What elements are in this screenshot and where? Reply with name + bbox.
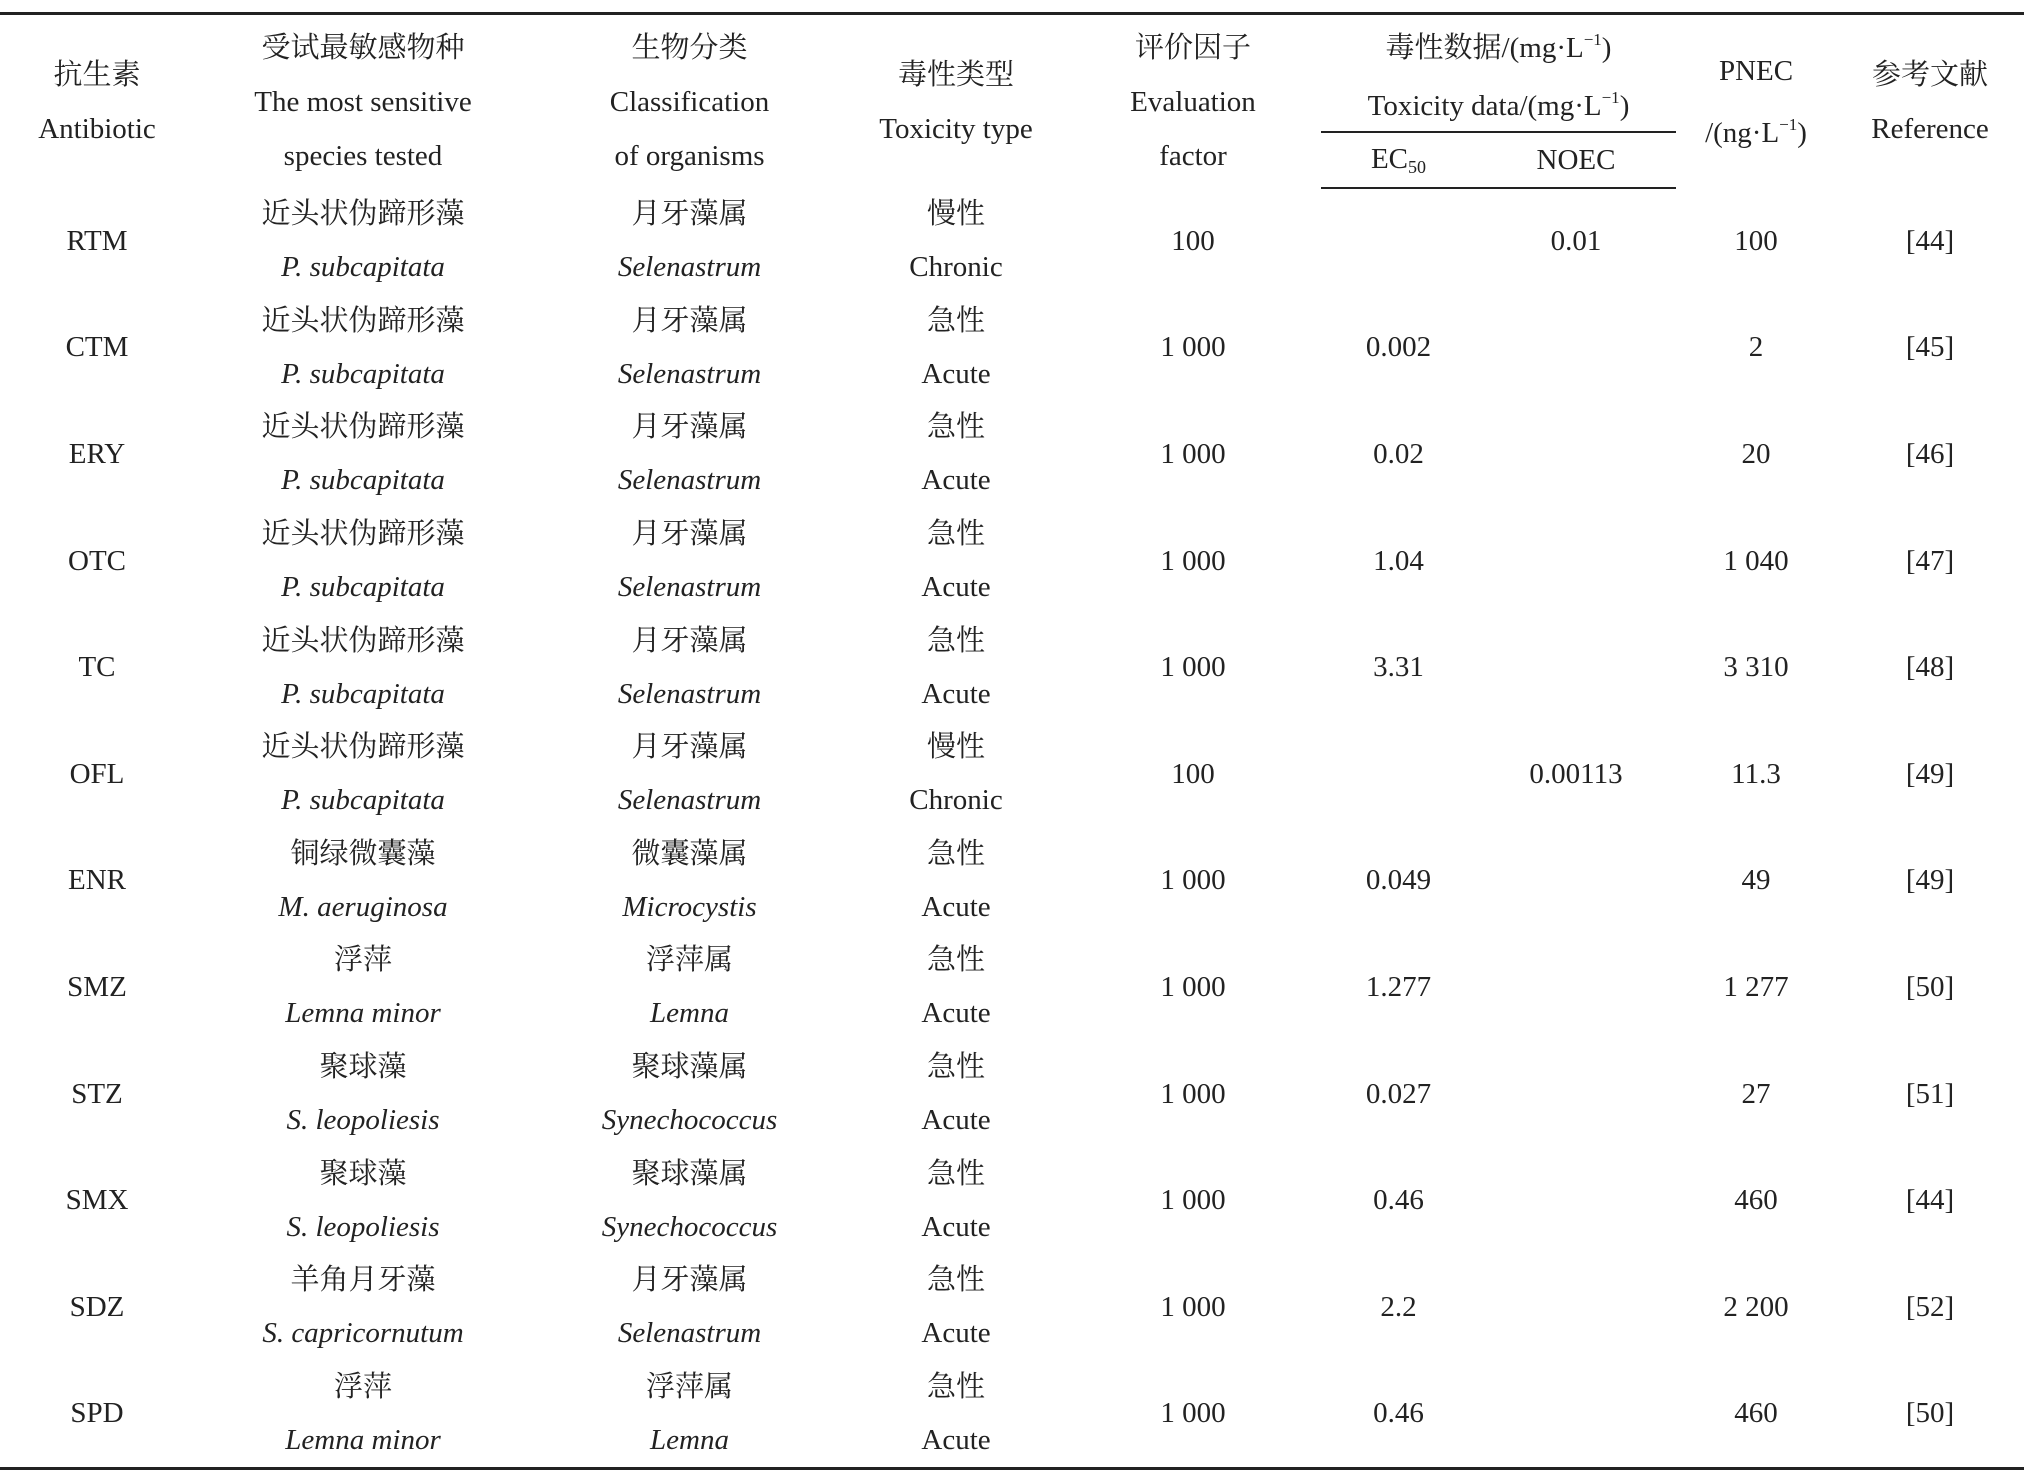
- type-en: Acute: [921, 677, 991, 710]
- cell-evaluation-factor: 1 000: [1160, 651, 1226, 684]
- class-zh: 聚球藻属: [631, 1051, 748, 1084]
- class-en: Selenastrum: [617, 784, 762, 817]
- cell-reference: [50]: [1905, 970, 1955, 1003]
- cell-ec50: 0.46: [1373, 1184, 1424, 1217]
- cell-classification: [532, 1041, 847, 1148]
- cell-reference: [51]: [1905, 1077, 1955, 1110]
- header-antibiotic: 抗生素 Antibiotic: [0, 14, 194, 189]
- cell-ec50: 0.46: [1321, 1361, 1476, 1469]
- cell-pnec: 460: [1676, 1361, 1836, 1469]
- table-row: [0, 828, 2024, 935]
- cell-antibiotic: STZ: [71, 1077, 123, 1110]
- class-zh: 月牙藻属: [631, 304, 748, 337]
- cell-classification: [532, 401, 847, 508]
- table-row: [0, 614, 2024, 721]
- cell-reference: [44]: [1905, 1184, 1955, 1217]
- type-en: Acute: [921, 890, 991, 923]
- cell-toxicity-type: [847, 1254, 1065, 1361]
- cell-ec50: [1321, 188, 1476, 295]
- header-ec50: $EC_{50}$: [1321, 132, 1476, 188]
- table-row: [0, 508, 2024, 615]
- cell-classification: [532, 188, 847, 295]
- species-zh: 近头状伪蹄形藻: [261, 198, 465, 231]
- species-zh: 聚球藻: [319, 1157, 407, 1190]
- cell-classification: [532, 614, 847, 721]
- cell-classification: [532, 1147, 847, 1254]
- species-zh: 铜绿微囊藻: [290, 837, 436, 870]
- cell-antibiotic: SDZ: [69, 1290, 125, 1323]
- cell-ec50: 0.02: [1373, 437, 1424, 470]
- cell-pnec: 2: [1748, 331, 1764, 364]
- species-en: M. aeruginosa: [278, 890, 448, 923]
- type-zh: 慢性: [926, 731, 985, 764]
- cell-species: [194, 1254, 532, 1361]
- cell-noec: [1476, 295, 1676, 402]
- cell-reference: [49]: [1905, 864, 1955, 897]
- cell-antibiotic: RTM: [66, 224, 128, 257]
- cell-species: [194, 828, 532, 935]
- class-zh: 聚球藻属: [631, 1157, 748, 1190]
- header-reference: 参考文献 Reference: [1836, 14, 2024, 189]
- cell-evaluation-factor: 100: [1171, 757, 1215, 790]
- class-zh: 浮萍属: [645, 1370, 733, 1403]
- table-row: [0, 1361, 2024, 1469]
- cell-toxicity-type: [847, 188, 1065, 295]
- cell-classification: [532, 295, 847, 402]
- type-zh: 慢性: [926, 198, 985, 231]
- cell-evaluation-factor: 1 000: [1160, 331, 1226, 364]
- cell-ec50: 1.04: [1373, 544, 1424, 577]
- class-en: Selenastrum: [617, 464, 762, 497]
- cell-species: [194, 401, 532, 508]
- cell-species: [194, 1147, 532, 1254]
- cell-pnec: 20: [1741, 437, 1771, 470]
- cell-evaluation-factor: 1 000: [1065, 1361, 1321, 1469]
- class-zh: 月牙藻属: [631, 1264, 748, 1297]
- cell-reference: [45]: [1905, 331, 1955, 364]
- header-classification: 生物分类 Classification of organisms: [532, 14, 847, 189]
- type-en: Acute: [921, 1210, 991, 1243]
- cell-noec: [1476, 934, 1676, 1041]
- cell-ec50: 0.002: [1365, 331, 1432, 364]
- table-row: [0, 188, 2024, 295]
- species-en: P. subcapitata: [281, 251, 445, 284]
- cell-toxicity-type: [847, 614, 1065, 721]
- cell-classification: [532, 508, 847, 615]
- table-body: [0, 188, 2024, 1468]
- cell-species: [194, 934, 532, 1041]
- type-en: Acute: [921, 1104, 991, 1137]
- species-en: P. subcapitata: [281, 784, 445, 817]
- cell-ec50: [1321, 721, 1476, 828]
- cell-reference: [49]: [1905, 757, 1955, 790]
- cell-evaluation-factor: 1 000: [1160, 970, 1226, 1003]
- cell-antibiotic: SPD: [0, 1361, 194, 1469]
- species-en: S. leopoliesis: [286, 1210, 440, 1243]
- cell-toxicity-type: [847, 1361, 1065, 1469]
- cell-toxicity-type: [847, 721, 1065, 828]
- cell-pnec: 1 277: [1723, 970, 1789, 1003]
- cell-antibiotic: ERY: [68, 437, 126, 470]
- cell-noec: [1476, 1041, 1676, 1148]
- cell-pnec: 2 200: [1723, 1290, 1789, 1323]
- class-en: Synechococcus: [601, 1104, 778, 1137]
- header-toxicity-data: 毒性数据$/(mg\cdot L^{-1})$ Toxicity data/$(mg\cdot L^{-1})$: [1321, 14, 1676, 133]
- cell-reference: [46]: [1905, 437, 1955, 470]
- table-row: [0, 1254, 2024, 1361]
- species-zh: 近头状伪蹄形藻: [261, 411, 465, 444]
- class-en: Selenastrum: [617, 1317, 762, 1350]
- cell-species: [194, 721, 532, 828]
- cell-ec50: 3.31: [1373, 651, 1424, 684]
- cell-ec50: 0.049: [1365, 864, 1432, 897]
- table-row: [0, 295, 2024, 402]
- cell-toxicity-type: [847, 295, 1065, 402]
- header-species: 受试最敏感物种 The most sensitive species tested: [194, 14, 532, 189]
- class-en: Selenastrum: [617, 251, 762, 284]
- header-noec: NOEC: [1476, 132, 1676, 188]
- type-zh: 急性: [926, 837, 985, 870]
- species-en: P. subcapitata: [281, 677, 445, 710]
- toxicity-table: [0, 12, 2024, 1470]
- type-zh: 急性: [926, 944, 985, 977]
- cell-reference: [50]: [1836, 1361, 2024, 1469]
- cell-toxicity-type: [847, 508, 1065, 615]
- cell-species: [194, 1041, 532, 1148]
- cell-antibiotic: OFL: [69, 757, 125, 790]
- class-zh: 浮萍属: [645, 944, 733, 977]
- species-en: P. subcapitata: [281, 357, 445, 390]
- table-header: [0, 14, 2024, 189]
- type-en: Chronic: [909, 784, 1003, 817]
- class-zh: 月牙藻属: [631, 518, 748, 551]
- cell-noec: 0.01: [1550, 225, 1602, 258]
- cell-reference: [47]: [1905, 544, 1955, 577]
- type-en: Acute: [921, 571, 991, 604]
- class-en: Microcystis: [622, 890, 757, 923]
- type-zh: 急性: [926, 1264, 985, 1297]
- cell-classification: [532, 828, 847, 935]
- cell-evaluation-factor: 1 000: [1160, 1077, 1226, 1110]
- class-zh: 微囊藻属: [631, 837, 748, 870]
- species-en: S. capricornutum: [262, 1317, 464, 1350]
- header-toxicity-type: 毒性类型 Toxicity type: [847, 14, 1065, 189]
- cell-pnec: 460: [1734, 1184, 1778, 1217]
- cell-pnec: 100: [1734, 224, 1778, 257]
- cell-toxicity-type: [847, 828, 1065, 935]
- cell-classification: [532, 1361, 847, 1469]
- class-en: Selenastrum: [617, 571, 762, 604]
- cell-reference: [44]: [1905, 224, 1955, 257]
- cell-antibiotic: SMZ: [67, 970, 127, 1003]
- type-zh: 急性: [926, 1370, 985, 1403]
- header-evaluation-factor: 评价因子 Evaluation factor: [1065, 14, 1321, 189]
- type-en: Acute: [921, 1317, 991, 1350]
- cell-toxicity-type: [847, 401, 1065, 508]
- cell-ec50: 0.027: [1365, 1077, 1432, 1110]
- cell-toxicity-type: [847, 934, 1065, 1041]
- type-en: Acute: [921, 464, 991, 497]
- cell-evaluation-factor: 1 000: [1160, 544, 1226, 577]
- species-en: S. leopoliesis: [286, 1104, 440, 1137]
- cell-evaluation-factor: 1 000: [1160, 1184, 1226, 1217]
- toxicity-table-container: [0, 12, 2024, 1470]
- type-en: Acute: [921, 357, 991, 390]
- cell-ec50: 2.2: [1380, 1290, 1417, 1323]
- class-zh: 月牙藻属: [631, 411, 748, 444]
- species-zh: 近头状伪蹄形藻: [261, 624, 465, 657]
- species-en: Lemna minor: [285, 1423, 441, 1456]
- cell-species: [194, 614, 532, 721]
- species-zh: 近头状伪蹄形藻: [261, 304, 465, 337]
- table-row: [0, 721, 2024, 828]
- species-en: P. subcapitata: [281, 571, 445, 604]
- table-row: [0, 1041, 2024, 1148]
- cell-evaluation-factor: 1 000: [1160, 437, 1226, 470]
- species-zh: 羊角月牙藻: [290, 1264, 436, 1297]
- species-zh: 近头状伪蹄形藻: [261, 731, 465, 764]
- cell-noec: [1476, 828, 1676, 935]
- cell-noec: [1476, 1361, 1676, 1469]
- species-zh: 浮萍: [333, 1370, 392, 1403]
- cell-pnec: 27: [1741, 1077, 1771, 1110]
- table-row: [0, 934, 2024, 1041]
- header-pnec: PNEC $/(ng\cdot L^{-1})$: [1676, 14, 1836, 189]
- type-zh: 急性: [926, 304, 985, 337]
- cell-ec50: 1.277: [1365, 970, 1432, 1003]
- type-en: Acute: [921, 997, 991, 1030]
- class-zh: 月牙藻属: [631, 731, 748, 764]
- type-zh: 急性: [926, 1157, 985, 1190]
- cell-evaluation-factor: 1 000: [1160, 1290, 1226, 1323]
- cell-pnec: 11.3: [1731, 757, 1781, 790]
- cell-antibiotic: TC: [78, 651, 116, 684]
- type-zh: 急性: [926, 624, 985, 657]
- cell-pnec: 49: [1741, 864, 1771, 897]
- table-row: [0, 401, 2024, 508]
- cell-noec: [1476, 508, 1676, 615]
- class-en: Lemna: [650, 997, 729, 1030]
- cell-noec: [1476, 401, 1676, 508]
- class-en: Lemna: [650, 1423, 729, 1456]
- cell-toxicity-type: [847, 1041, 1065, 1148]
- class-zh: 月牙藻属: [631, 624, 748, 657]
- cell-species: [194, 295, 532, 402]
- cell-species: [194, 188, 532, 295]
- class-en: Selenastrum: [617, 677, 762, 710]
- cell-antibiotic: OTC: [68, 544, 126, 577]
- species-en: P. subcapitata: [281, 464, 445, 497]
- cell-antibiotic: CTM: [65, 331, 129, 364]
- cell-antibiotic: SMX: [65, 1184, 129, 1217]
- cell-evaluation-factor: 1 000: [1160, 864, 1226, 897]
- type-en: Chronic: [909, 251, 1003, 284]
- cell-toxicity-type: [847, 1147, 1065, 1254]
- cell-noec: [1476, 1147, 1676, 1254]
- cell-classification: [532, 934, 847, 1041]
- cell-species: [194, 508, 532, 615]
- cell-noec: [1476, 614, 1676, 721]
- type-zh: 急性: [926, 518, 985, 551]
- cell-reference: [48]: [1905, 651, 1955, 684]
- table-row: [0, 1147, 2024, 1254]
- cell-pnec: 1 040: [1723, 544, 1789, 577]
- cell-classification: [532, 1254, 847, 1361]
- cell-classification: [532, 721, 847, 828]
- type-en: Acute: [921, 1423, 991, 1456]
- type-zh: 急性: [926, 411, 985, 444]
- species-en: Lemna minor: [285, 997, 441, 1030]
- class-en: Selenastrum: [617, 357, 762, 390]
- cell-antibiotic: ENR: [68, 864, 126, 897]
- species-zh: 聚球藻: [319, 1051, 407, 1084]
- species-zh: 浮萍: [333, 944, 392, 977]
- cell-evaluation-factor: 100: [1171, 224, 1215, 257]
- class-en: Synechococcus: [601, 1210, 778, 1243]
- cell-species: [194, 1361, 532, 1469]
- cell-reference: [52]: [1905, 1290, 1955, 1323]
- class-zh: 月牙藻属: [631, 198, 748, 231]
- type-zh: 急性: [926, 1051, 985, 1084]
- cell-pnec: 3 310: [1723, 651, 1789, 684]
- species-zh: 近头状伪蹄形藻: [261, 518, 465, 551]
- cell-noec: [1476, 1254, 1676, 1361]
- cell-noec: 0.00113: [1529, 757, 1623, 790]
